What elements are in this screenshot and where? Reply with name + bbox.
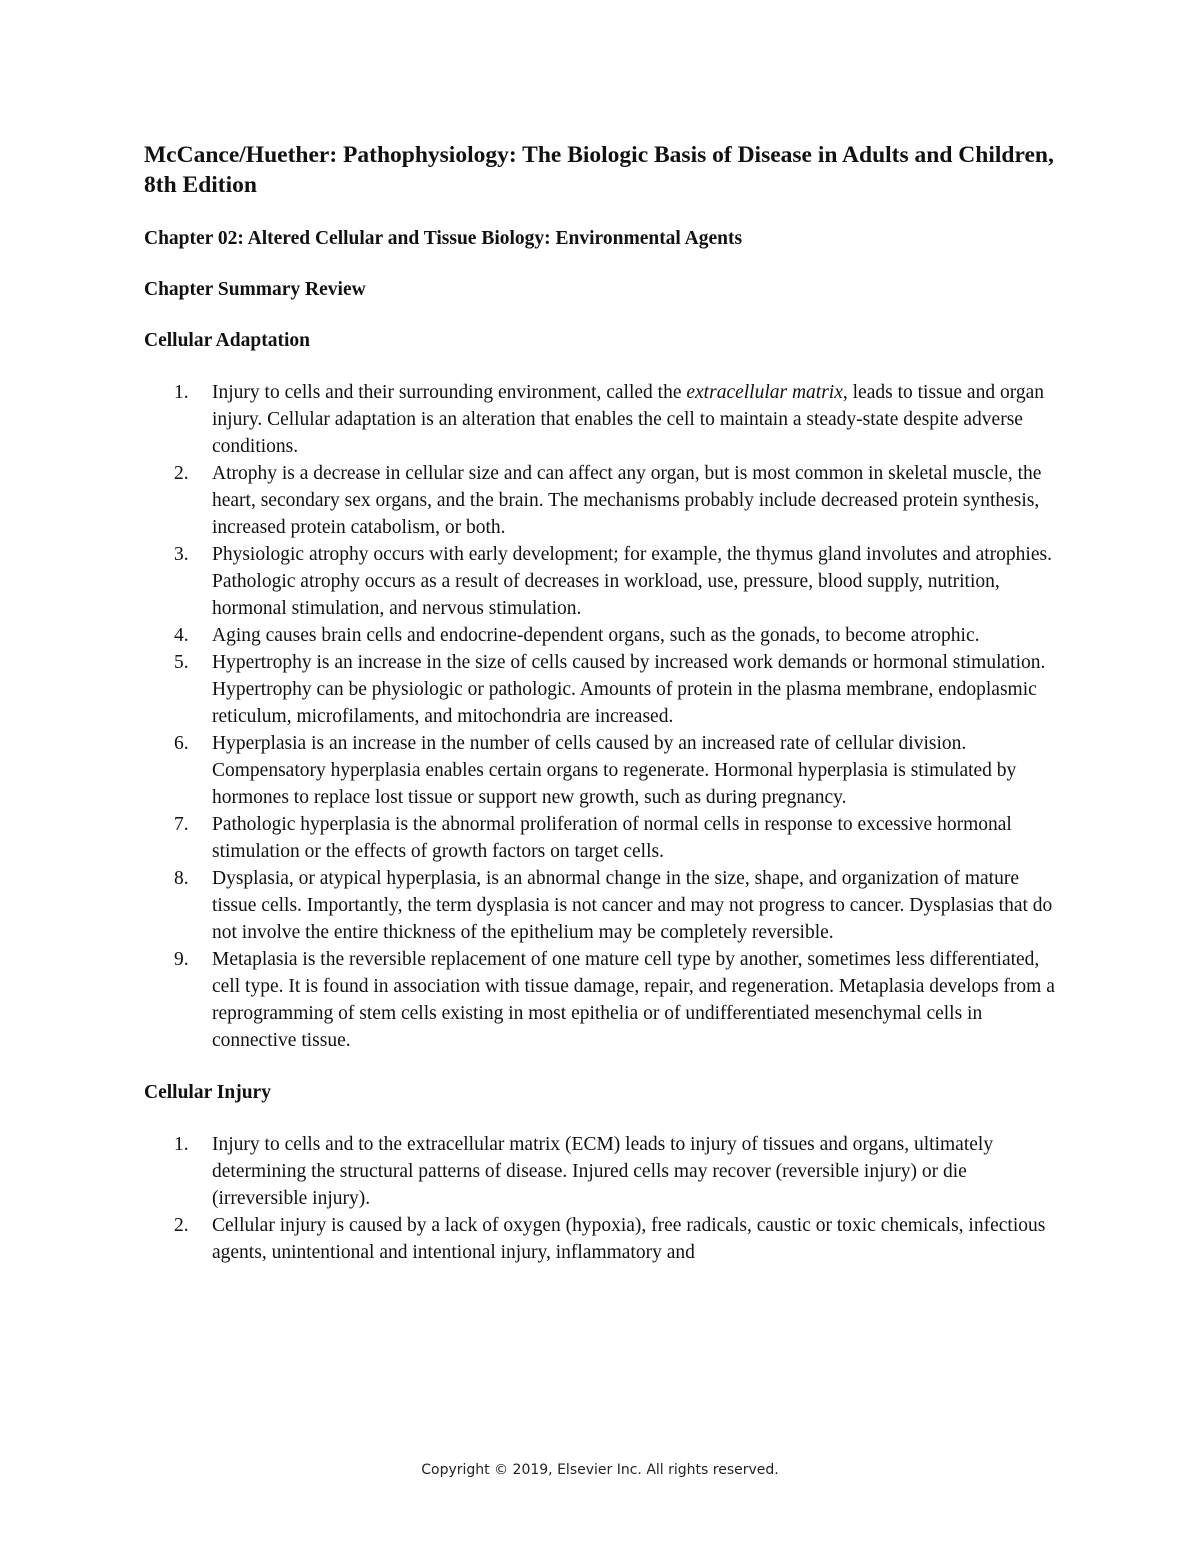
- list-item-text: Hypertrophy is an increase in the size of cells caused by increased work demands or hormonal stimulation. Hypertrophy can be physiologic or pathologic. Amounts of protein in the plasma membrane, endoplasmic reticulum, microfilaments, and mitochondria are increased.: [212, 652, 1046, 727]
- list-item-number: 7.: [174, 814, 189, 835]
- list-item-number: 6.: [174, 733, 189, 754]
- list-item: [144, 1131, 1064, 1212]
- cellular-adaptation-list: [144, 379, 1064, 1054]
- section-heading-cellular-injury: Cellular Injury: [144, 1082, 271, 1103]
- list-item-emphasis: extracellular matrix: [686, 382, 843, 403]
- list-item-text: Hyperplasia is an increase in the number of cells caused by an increased rate of cellular division. Compensatory hyperplasia enables certain organs to regenerate. Hormonal hyperplasia is stimulated by hormones to replace lost tissue or support new growth, such as during pregnancy.: [212, 733, 1017, 808]
- list-item-text: Atrophy is a decrease in cellular size and can affect any organ, but is most common in skeletal muscle, the heart, secondary sex organs, and the brain. The mechanisms probably include decreased protein synthesis, increased protein catabolism, or both.: [212, 463, 1042, 538]
- page-content: [144, 140, 1064, 1266]
- section-heading-cellular-adaptation: Cellular Adaptation: [144, 330, 310, 351]
- list-item: [144, 541, 1064, 622]
- list-item-text: Dysplasia, or atypical hyperplasia, is an abnormal change in the size, shape, and organization of mature tissue cells. Importantly, the term dysplasia is not cancer and may not progress to cancer. Dysplasias that do not involve the entire thickness of the epithelium may be completely reversible.: [212, 868, 1053, 943]
- list-item-text: Metaplasia is the reversible replacement of one mature cell type by another, sometimes less differentiated, cell type. It is found in association with tissue damage, repair, and regeneration. Metaplasia develops from a reprogramming of stem cells existing in most epithelia or of undifferentiated mesenchymal cells in connective tissue.: [212, 949, 1055, 1051]
- cellular-injury-list: [144, 1131, 1064, 1266]
- list-item: [144, 460, 1064, 541]
- list-item: [144, 811, 1064, 865]
- summary-heading: Chapter Summary Review: [144, 279, 366, 300]
- list-item-number: 5.: [174, 652, 189, 673]
- list-item: [144, 730, 1064, 811]
- list-item-text: Pathologic hyperplasia is the abnormal proliferation of normal cells in response to excessive hormonal stimulation or the effects of growth factors on target cells.: [212, 814, 1012, 862]
- list-item: [144, 649, 1064, 730]
- chapter-title: Chapter 02: Altered Cellular and Tissue Biology: Environmental Agents: [144, 228, 743, 249]
- list-item: [144, 379, 1064, 460]
- list-item-number: 1.: [174, 382, 189, 403]
- list-item-text: Injury to cells and to the extracellular matrix (ECM) leads to injury of tissues and organs, ultimately determining the structural patterns of disease. Injured cells may recover (reversible injury) or die (irreversible injury).: [212, 1134, 994, 1209]
- list-item-number: 3.: [174, 544, 189, 565]
- list-item: [144, 865, 1064, 946]
- list-item: [144, 622, 1064, 649]
- list-item-number: 8.: [174, 868, 189, 889]
- list-item-number: 4.: [174, 625, 189, 646]
- list-item-text: Cellular injury is caused by a lack of oxygen (hypoxia), free radicals, caustic or toxic chemicals, infectious agents, unintentional and intentional injury, inflammatory and: [212, 1215, 1046, 1263]
- copyright-footer: Copyright © 2019, Elsevier Inc. All rights reserved.: [421, 1462, 779, 1478]
- list-item-number: 2.: [174, 1215, 189, 1236]
- list-item: [144, 946, 1064, 1054]
- list-item-number: 1.: [174, 1134, 189, 1155]
- list-item-text: Aging causes brain cells and endocrine-dependent organs, such as the gonads, to become atrophic.: [212, 625, 980, 646]
- list-item-text: Injury to cells and their surrounding environment, called the: [212, 382, 687, 403]
- list-item-number: 9.: [174, 949, 189, 970]
- list-item-text: Physiologic atrophy occurs with early development; for example, the thymus gland involutes and atrophies. Pathologic atrophy occurs as a result of decreases in workload, use, pressure, blood supply, nutrition, hormonal stimulation, and nervous stimulation.: [212, 544, 1052, 619]
- list-item-text-continued: , leads to tissue and organ injury. Cellular adaptation is an alteration that enables the cell to maintain a steady-state despite adverse conditions.: [212, 382, 1044, 457]
- list-item: [144, 1212, 1064, 1266]
- list-item-number: 2.: [174, 463, 189, 484]
- document-title: McCance/Huether: Pathophysiology: The Biologic Basis of Disease in Adults and Children, 8th Edition: [144, 142, 1054, 198]
